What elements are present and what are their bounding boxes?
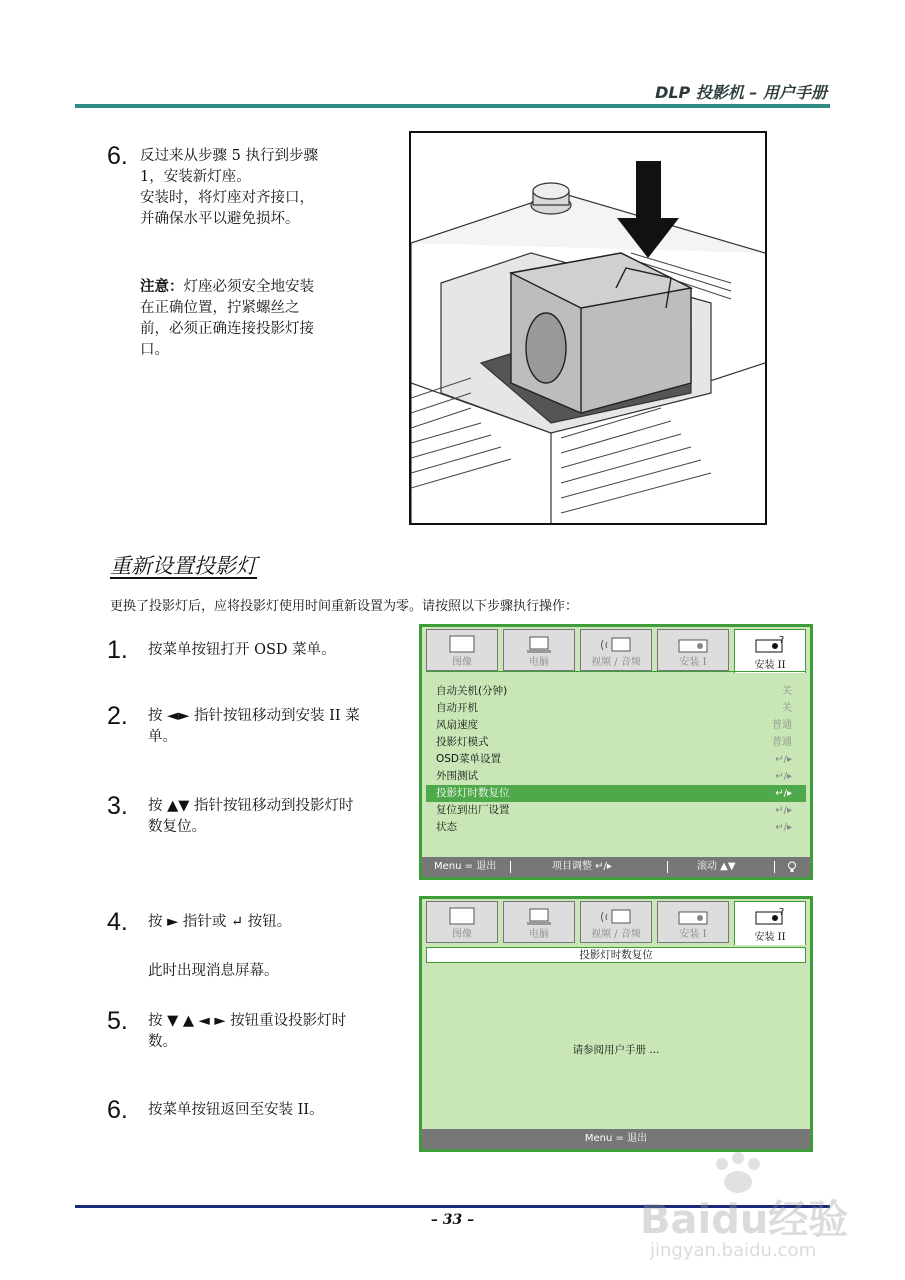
menu-row-label: 投影灯时数复位 bbox=[436, 787, 510, 799]
tab-label: 视频 / 音频 bbox=[591, 657, 641, 668]
footer-adjust: 项目调整 ↵/▸ bbox=[552, 861, 612, 872]
step-text bbox=[148, 796, 354, 838]
tab-label: 图像 bbox=[452, 929, 472, 940]
note-line: 口。 bbox=[140, 342, 169, 358]
footer-divider bbox=[667, 861, 668, 873]
tab-install-i[interactable] bbox=[657, 629, 729, 671]
lamp-install-figure bbox=[409, 131, 767, 525]
bulb-icon bbox=[787, 861, 797, 873]
section-title: 重新设置投影灯 bbox=[110, 554, 257, 578]
osd-tabs bbox=[422, 627, 810, 671]
tab-label: 安装 II bbox=[754, 932, 786, 943]
tab-install-ii[interactable] bbox=[734, 901, 806, 945]
tab-computer[interactable] bbox=[503, 901, 575, 943]
watermark-brand: Baidu经验 bbox=[640, 1197, 849, 1243]
tab-underline bbox=[426, 671, 806, 672]
step-text bbox=[148, 706, 360, 748]
osd-footer bbox=[422, 857, 810, 877]
step-text: 按 ► 指针或 ↵ 按钮。 bbox=[148, 914, 292, 930]
top-step-text bbox=[140, 146, 318, 230]
watermark-url: jingyan.baidu.com bbox=[650, 1240, 817, 1261]
step-number: 1. bbox=[107, 636, 128, 664]
menu-row[interactable] bbox=[426, 717, 806, 734]
top-step-line: 并确保水平以避免损坏。 bbox=[140, 211, 300, 227]
menu-row[interactable] bbox=[426, 751, 806, 768]
osd-lamp-reset-screen bbox=[419, 896, 813, 1152]
osd-tabs bbox=[422, 899, 810, 943]
menu-row[interactable] bbox=[426, 734, 806, 751]
note-line: 前，必须正确连接投影灯接 bbox=[140, 321, 314, 337]
page-number: – 33 – bbox=[430, 1212, 475, 1228]
menu-row[interactable] bbox=[426, 768, 806, 785]
svg-text:?: ? bbox=[779, 907, 785, 918]
top-step-number: 6. bbox=[107, 142, 128, 170]
menu-row-label: 状态 bbox=[436, 821, 457, 833]
note-label: 注意： bbox=[140, 278, 184, 295]
osd-message: 请参阅用户手册 ... bbox=[572, 1044, 660, 1056]
menu-row-label: 风扇速度 bbox=[436, 719, 478, 731]
step-number: 3. bbox=[107, 792, 128, 820]
menu-row-value: ↵/▸ bbox=[775, 754, 792, 765]
menu-row-label: 投影灯模式 bbox=[436, 736, 489, 748]
tab-label: 电脑 bbox=[529, 657, 549, 668]
step-number: 5. bbox=[107, 1007, 128, 1035]
step-subtext: 此时出现消息屏幕。 bbox=[148, 963, 279, 979]
note-line: 在正确位置，拧紧螺丝之 bbox=[140, 300, 300, 316]
baidu-watermark bbox=[640, 1150, 860, 1270]
note-line: 灯座必须安全地安装 bbox=[183, 279, 314, 295]
step-line: 按 ◄► 指针按钮移动到安装 II 菜 bbox=[148, 708, 360, 724]
menu-row-value: ↵/▸ bbox=[775, 788, 792, 799]
header-title: DLP 投影机 – 用户手册 bbox=[655, 83, 827, 102]
projector-help-icon bbox=[753, 906, 787, 928]
footer-menu-exit: Menu = 退出 bbox=[434, 861, 497, 872]
top-step-line: 安装时，将灯座对齐接口， bbox=[140, 190, 314, 206]
tab-image[interactable] bbox=[426, 629, 498, 671]
tab-computer[interactable] bbox=[503, 629, 575, 671]
tab-label: 安装 I bbox=[679, 929, 707, 940]
menu-row-label: 外围测试 bbox=[436, 770, 478, 782]
osd-footer: Menu = 退出 bbox=[422, 1129, 810, 1149]
tab-video-audio[interactable] bbox=[580, 901, 652, 943]
step-line: 按 ▼ ▲ ◄ ► 按钮重设投影灯时 bbox=[148, 1013, 347, 1029]
menu-row-value: 普通 bbox=[772, 737, 792, 748]
menu-row-selected[interactable] bbox=[426, 785, 806, 802]
tab-image[interactable] bbox=[426, 901, 498, 943]
tab-label: 图像 bbox=[452, 657, 472, 668]
menu-row[interactable] bbox=[426, 683, 806, 700]
step-text: 按菜单按钮返回至安装 II。 bbox=[148, 1102, 324, 1118]
tab-label: 安装 I bbox=[679, 657, 707, 668]
menu-row-value: 关 bbox=[782, 703, 792, 714]
step-line: 单。 bbox=[148, 729, 177, 745]
step-number: 6. bbox=[107, 1096, 128, 1124]
submenu-title: 投影灯时数复位 bbox=[426, 947, 806, 963]
menu-row-label: 复位到出厂设置 bbox=[436, 804, 510, 816]
step-line: 数复位。 bbox=[148, 819, 206, 835]
tab-install-i[interactable] bbox=[657, 901, 729, 943]
menu-row-value: 关 bbox=[782, 686, 792, 697]
menu-row-value: 普通 bbox=[772, 720, 792, 731]
menu-row[interactable] bbox=[426, 700, 806, 717]
step-number: 4. bbox=[107, 908, 128, 936]
tab-install-ii[interactable] bbox=[734, 629, 806, 673]
tab-video-audio[interactable] bbox=[580, 629, 652, 671]
footer-scroll: 滚动 ▲▼ bbox=[697, 861, 736, 872]
step-line: 按 ▲▼ 指针按钮移动到投影灯时 bbox=[148, 798, 354, 814]
top-step-note bbox=[140, 276, 314, 361]
step-text: 按菜单按钮打开 OSD 菜单。 bbox=[148, 642, 336, 658]
menu-row-value: ↵/▸ bbox=[775, 771, 792, 782]
menu-row-label: 自动关机(分钟) bbox=[436, 685, 508, 697]
menu-row-value: ↵/▸ bbox=[775, 822, 792, 833]
osd-menu-install-ii bbox=[419, 624, 813, 880]
menu-row[interactable] bbox=[426, 802, 806, 819]
menu-row-value: ↵/▸ bbox=[775, 805, 792, 816]
projector-help-icon bbox=[753, 634, 787, 656]
menu-row[interactable] bbox=[426, 819, 806, 836]
footer-divider bbox=[774, 861, 775, 873]
tab-label: 安装 II bbox=[754, 660, 786, 671]
svg-text:?: ? bbox=[779, 635, 785, 646]
tab-label: 视频 / 音频 bbox=[591, 929, 641, 940]
footer-divider bbox=[510, 861, 511, 873]
step-number: 2. bbox=[107, 702, 128, 730]
step-line: 数。 bbox=[148, 1034, 177, 1050]
menu-row-label: OSD菜单设置 bbox=[436, 753, 502, 765]
tab-label: 电脑 bbox=[529, 929, 549, 940]
menu-row-label: 自动开机 bbox=[436, 702, 478, 714]
projector-lamp-illustration bbox=[411, 133, 765, 523]
step-text bbox=[148, 1011, 346, 1053]
top-step-line: 1，安装新灯座。 bbox=[140, 169, 251, 185]
section-intro: 更换了投影灯后，应将投影灯使用时间重新设置为零。请按照以下步骤执行操作： bbox=[110, 599, 579, 614]
header-rule bbox=[75, 104, 830, 108]
top-step-line: 反过来从步骤 5 执行到步骤 bbox=[140, 148, 318, 164]
